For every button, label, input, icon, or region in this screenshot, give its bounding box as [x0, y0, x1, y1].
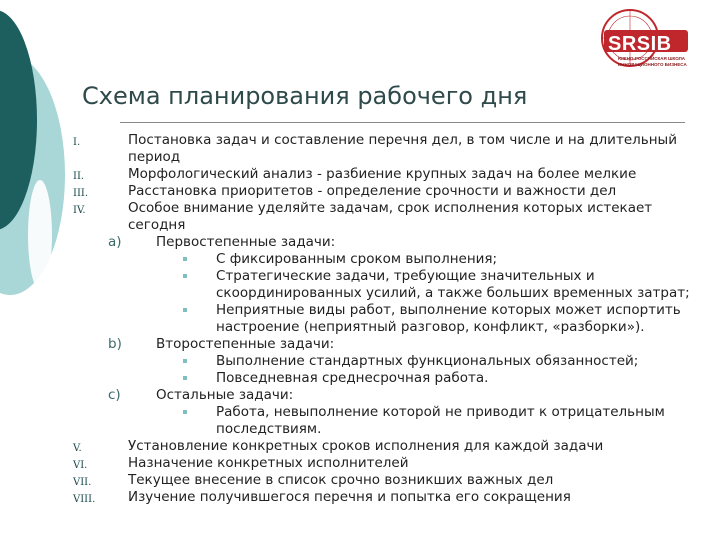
list-marker: VII.: [73, 477, 92, 488]
bullet-text: С фиксированным сроком выполнения;: [216, 251, 498, 267]
bullet-icon: [183, 359, 187, 363]
sub-item: [0, 336, 720, 353]
list-text: Установление конкретных сроков исполнения для каждой задачи: [128, 438, 604, 454]
list-item: [0, 132, 720, 166]
bullet-text: Неприятные виды работ, выполнение которых может испортить настроение (неприятный разговор, конфликт, «разборки»).: [216, 302, 681, 335]
list-item: [0, 200, 720, 234]
list-marker: V.: [73, 443, 82, 454]
bullet-text: Повседневная среднесрочная работа.: [216, 370, 489, 386]
bullet-item: [0, 302, 720, 336]
logo-name: SRSIB: [608, 33, 672, 55]
list-text: Морфологический анализ - разбиение крупных задач на более мелкие: [128, 166, 637, 182]
list-item: [0, 438, 720, 455]
bullet-text: Стратегические задачи, требующие значительных и скоординированных усилий, а также больших временных затрат;: [216, 268, 690, 301]
sub-marker: c): [108, 387, 121, 403]
list-item: [0, 472, 720, 489]
list-item: [0, 489, 720, 506]
list-marker: II.: [73, 171, 85, 182]
bullet-icon: [183, 257, 187, 261]
list-item: [0, 183, 720, 200]
slide-title: Схема планирования рабочего дня: [82, 82, 528, 110]
bullet-item: [0, 251, 720, 268]
list-marker: III.: [73, 188, 89, 199]
bullet-item: [0, 268, 720, 302]
list-text: Назначение конкретных исполнителей: [128, 455, 409, 471]
sub-marker: a): [108, 234, 122, 250]
bullet-item: [0, 370, 720, 387]
sub-marker: b): [108, 336, 122, 352]
sub-text: Первостепенные задачи:: [156, 234, 336, 250]
sub-text: Остальные задачи:: [156, 387, 294, 403]
list-text: Текущее внесение в список срочно возникших важных дел: [128, 472, 554, 488]
list-marker: I.: [73, 137, 81, 148]
sub-item: [0, 387, 720, 404]
sub-item: [0, 234, 720, 251]
bullet-text: Выполнение стандартных функциональных обязанностей;: [216, 353, 639, 369]
bullet-icon: [183, 376, 187, 380]
bullet-icon: [183, 308, 187, 312]
list-marker: VI.: [73, 460, 88, 471]
list-text: Особое внимание уделяйте задачам, срок исполнения которых истекает сегодня: [128, 200, 653, 233]
list-item: [0, 455, 720, 472]
list-marker: VIII.: [73, 494, 96, 505]
bullet-item: [0, 404, 720, 438]
logo-subtitle: ЮЖНО-РОССИЙСКАЯ ШКОЛА ИННОВАЦИОННОГО БИЗНЕСА: [618, 56, 687, 67]
planning-list: [0, 132, 720, 506]
list-item: [0, 166, 720, 183]
bullet-text: Работа, невыполнение которой не приводит к отрицательным последствиям.: [216, 404, 665, 437]
list-marker: IV.: [73, 205, 86, 216]
bullet-item: [0, 353, 720, 370]
bullet-icon: [183, 410, 187, 414]
sub-text: Второстепенные задачи:: [156, 336, 335, 352]
title-divider: [120, 122, 685, 123]
list-text: Постановка задач и составление перечня дел, в том числе и на длительный период: [128, 132, 677, 165]
list-text: Расстановка приоритетов - определение срочности и важности дел: [128, 183, 617, 199]
list-text: Изучение получившегося перечня и попытка его сокращения: [128, 489, 571, 505]
bullet-icon: [183, 274, 187, 278]
